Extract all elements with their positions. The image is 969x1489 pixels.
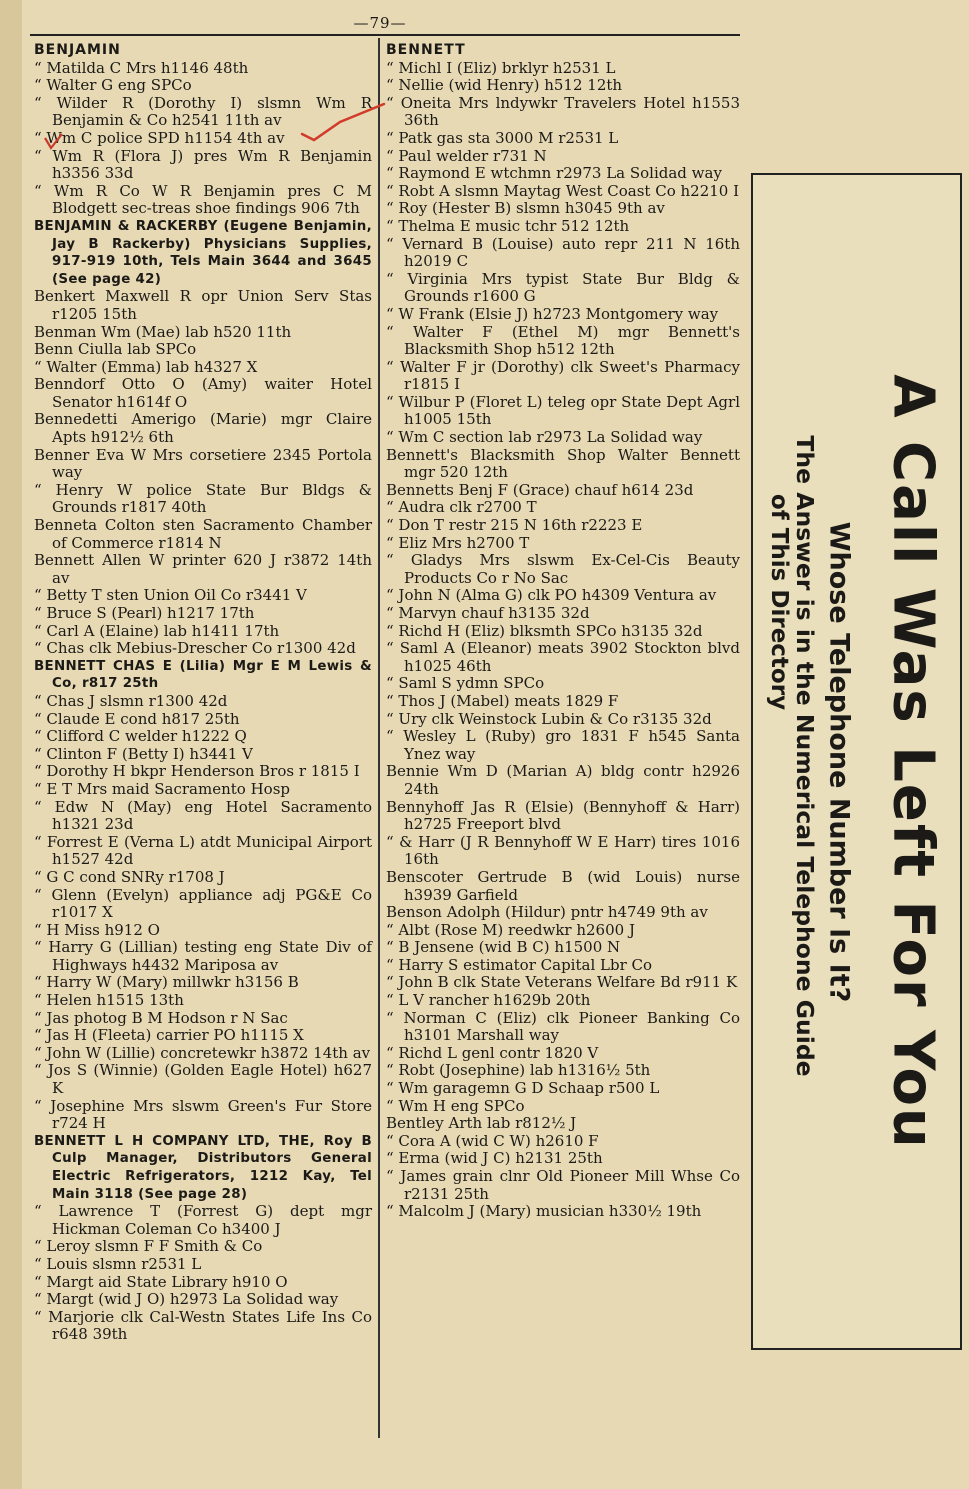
directory-entry: “ Walter F jr (Dorothy) clk Sweet's Pharmacy r1815 I [386,357,740,394]
directory-entry: “ Chas J slsmn r1300 42d [34,691,228,710]
directory-entry: “ Margt aid State Library h910 O [34,1272,288,1291]
directory-entry: Benner Eva W Mrs corsetiere 2345 Portola way [34,445,372,482]
directory-entry: “ Patk gas sta 3000 M r2531 L [386,128,619,147]
column-divider [378,38,380,1438]
directory-entry: “ Harry S estimator Capital Lbr Co [386,955,653,974]
directory-entry: “ Harry W (Mary) millwkr h3156 B [34,973,299,992]
directory-entry: Benscoter Gertrude B (wid Louis) nurse h3939 Garfield [386,867,740,904]
directory-entry: “ Dorothy H bkpr Henderson Bros r 1815 I [34,762,360,781]
directory-heading: BENJAMIN [34,42,121,58]
directory-entry: Benson Adolph (Hildur) pntr h4749 9th av [386,903,708,922]
directory-entry: “ H Miss h912 O [34,920,160,939]
directory-entry: “ Matilda C Mrs h1146 48th [34,58,249,77]
directory-entry: “ Lawrence T (Forrest G) dept mgr Hickman Coleman Co h3400 J [34,1202,372,1238]
directory-entry: “ E T Mrs maid Sacramento Hosp [34,779,290,798]
ad-answer: The Answer is in the Numerical Telephone Guide [790,434,819,1077]
directory-heading: BENNETT CHAS E (Lilia) Mgr E M Lewis & Co, r817 25th [34,658,372,692]
directory-entry: “ Betty T sten Union Oil Co r3441 V [34,586,307,605]
directory-entry: “ Louis slsmn r2531 L [34,1254,202,1273]
directory-entry: “ Erma (wid J C) h2131 25th [386,1149,603,1168]
advertisement-box [751,173,962,1350]
directory-entry: “ Saml S ydmn SPCo [386,674,545,693]
directory-entry: Bentley Arth lab r812½ J [386,1114,577,1133]
directory-entry: “ Ury clk Weinstock Lubin & Co r3135 32d [386,709,712,728]
page-binding-edge [0,0,22,1489]
directory-entry: “ Wm C police SPD h1154 4th av [34,128,285,147]
directory-entry: “ L V rancher h1629b 20th [386,991,591,1010]
directory-entry: “ Walter (Emma) lab h4327 X [34,357,258,376]
directory-entry: Benkert Maxwell R opr Union Serv Stas r1205 15th [34,287,372,323]
directory-entry: “ Cora A (wid C W) h2610 F [386,1131,599,1150]
directory-entry: “ Thos J (Mabel) meats 1829 F [386,691,619,710]
directory-entry: “ Helen h1515 13th [34,991,184,1010]
directory-entry: “ Saml A (Eleanor) meats 3902 Stockton blvd h1025 46th [386,639,740,675]
directory-entry: “ Marjorie clk Cal-Westn States Life Ins Co r648 39th [34,1307,372,1344]
directory-entry: “ W Frank (Elsie J) h2723 Montgomery way [386,304,719,323]
directory-entry: “ Eliz Mrs h2700 T [386,533,530,552]
directory-entry: “ Leroy slsmn F F Smith & Co [34,1237,263,1256]
directory-entry: “ Michl I (Eliz) brklyr h2531 L [386,58,616,77]
directory-entry: “ Jas H (Fleeta) carrier PO h1115 X [34,1026,304,1045]
directory-entry: “ Gladys Mrs slswm Ex-Cel-Cis Beauty Products Co r No Sac [386,551,740,587]
directory-entry: “ Wilder R (Dorothy I) slsmn Wm R Benjamin & Co h2541 11th av [34,93,372,130]
directory-entry: Benman Wm (Mae) lab h520 11th [34,322,292,341]
directory-entry: “ Glenn (Evelyn) appliance adj PG&E Co r1017 X [34,885,372,922]
directory-entry: “ Wm H eng SPCo [386,1096,525,1115]
directory-entry: “ Robt A slsmn Maytag West Coast Co h2210 I [386,181,740,200]
directory-entry: “ Henry W police State Bur Bldgs & Grounds r1817 40th [34,480,372,517]
directory-entry: “ Roy (Hester B) slsmn h3045 9th av [386,199,665,218]
directory-entry: “ Jas photog B M Hodson r N Sac [34,1008,288,1027]
directory-entry: “ Clinton F (Betty I) h3441 V [34,744,253,763]
directory-entry: “ Edw N (May) eng Hotel Sacramento h1321 23d [34,797,372,834]
directory-entry: Bennie Wm D (Marian A) bldg contr h2926 24th [386,762,740,798]
directory-entry: Bennetts Benj F (Grace) chauf h614 23d [386,480,694,499]
directory-entry: “ B Jensene (wid B C) h1500 N [386,938,621,957]
directory-entry: “ Oneita Mrs lndywkr Travelers Hotel h1553 36th [386,93,740,130]
ad-answer-continued: of This Directory [765,493,792,710]
header-rule [30,34,740,36]
directory-heading: BENJAMIN & RACKERBY (Eugene Benjamin, Jay B Rackerby) Physicians Supplies, 917-919 10th, Tels Main 3644 and 3645 (See page 42) [34,218,372,287]
directory-entry: “ John B clk State Veterans Welfare Bd r911 K [386,973,738,992]
directory-entry: “ Wm C section lab r2973 La Solidad way [386,428,703,447]
directory-entry: Benndorf Otto O (Amy) waiter Hotel Senator h1614f O [34,375,372,411]
directory-entry: Bennyhoff Jas R (Elsie) (Bennyhoff & Harr) h2725 Freeport blvd [386,797,740,834]
page-number: —79— [353,14,407,32]
directory-entry: “ Claude E cond h817 25th [34,709,240,728]
directory-entry: “ Walter G eng SPCo [34,76,192,95]
directory-entry: “ G C cond SNRy r1708 J [34,867,225,886]
directory-entry: Benneta Colton sten Sacramento Chamber of Commerce r1814 N [34,516,372,552]
directory-entry: “ Bruce S (Pearl) h1217 17th [34,604,255,622]
directory-entry: “ Josephine Mrs slswm Green's Fur Store r724 H [34,1096,372,1133]
directory-entry: “ Audra clk r2700 T [386,498,537,517]
directory-column-left [32,42,372,1344]
directory-entry: “ Margt (wid J O) h2973 La Solidad way [34,1290,339,1309]
directory-entry: “ Wm garagemn G D Schaap r500 L [386,1079,660,1098]
directory-column-middle [384,42,740,1221]
directory-entry: “ Robt (Josephine) lab h1316½ 5th [386,1061,651,1080]
directory-entry: “ Wm R Co W R Benjamin pres C M Blodgett sec-treas shoe findings 906 7th [34,181,372,218]
directory-heading: BENNETT L H COMPANY LTD, THE, Roy B Culp Manager, Distributors General Electric Refrigerators, 1212 Kay, Tel Main 3118 (See page 28) [34,1133,372,1202]
directory-entry: “ Don T restr 215 N 16th r2223 E [386,516,643,535]
ad-headline: A Call Was Left For You [880,373,945,1150]
directory-entry: Bennedetti Amerigo (Marie) mgr Claire Apts h912½ 6th [34,410,372,447]
directory-entry: “ Vernard B (Louise) auto repr 211 N 16th h2019 C [386,234,740,271]
directory-entry: “ Forrest E (Verna L) atdt Municipal Airport h1527 42d [34,832,372,869]
directory-entry: “ Jos S (Winnie) (Golden Eagle Hotel) h627 K [34,1061,372,1098]
pencil-check-mark [300,100,390,150]
directory-entry: “ John W (Lillie) concretewkr h3872 14th av [34,1043,371,1062]
directory-entry: “ Wm R (Flora J) pres Wm R Benjamin h3356 33d [34,146,372,183]
pencil-tick-mark [42,132,66,158]
directory-entry: “ Albt (Rose M) reedwkr h2600 J [386,920,635,939]
directory-entry: “ James grain clnr Old Pioneer Mill Whse Co r2131 25th [386,1167,740,1203]
directory-entry: “ Nellie (wid Henry) h512 12th [386,76,623,95]
directory-entry: “ Carl A (Elaine) lab h1411 17th [34,621,280,640]
directory-entry: “ Virginia Mrs typist State Bur Bldg & Grounds r1600 G [386,269,740,306]
directory-entry: Bennett Allen W printer 620 J r3872 14th av [34,551,372,587]
ad-question: Whose Telephone Number Is It? [823,521,854,1002]
directory-entry: “ Harry G (Lillian) testing eng State Div of Highways h4432 Mariposa av [34,938,372,974]
directory-entry: “ John N (Alma G) clk PO h4309 Ventura av [386,586,717,605]
directory-entry: “ & Harr (J R Bennyhoff W E Harr) tires 1016 16th [386,832,740,869]
directory-entry: “ Malcolm J (Mary) musician h330½ 19th [386,1202,702,1221]
directory-entry: “ Clifford C welder h1222 Q [34,727,247,746]
directory-entry: “ Norman C (Eliz) clk Pioneer Banking Co h3101 Marshall way [386,1008,740,1045]
directory-entry: “ Wilbur P (Floret L) teleg opr State Dept Agrl h1005 15th [386,392,740,429]
directory-entry: “ Walter F (Ethel M) mgr Bennett's Blacksmith Shop h512 12th [386,322,740,359]
directory-entry: “ Thelma E music tchr 512 12th [386,216,630,235]
directory-entry: Benn Ciulla lab SPCo [34,340,197,359]
directory-entry: “ Richd H (Eliz) blksmth SPCo h3135 32d [386,621,703,640]
directory-entry: “ Raymond E wtchmn r2973 La Solidad way [386,164,722,183]
directory-entry: “ Paul welder r731 N [386,146,547,165]
directory-entry: “ Richd L genl contr 1820 V [386,1043,599,1062]
directory-entry: “ Marvyn chauf h3135 32d [386,604,590,622]
directory-entry: Bennett's Blacksmith Shop Walter Bennett mgr 520 12th [386,445,740,482]
directory-entry: “ Wesley L (Ruby) gro 1831 F h545 Santa Ynez way [386,727,740,763]
directory-entry: “ Chas clk Mebius-Drescher Co r1300 42d [34,639,356,658]
directory-heading: BENNETT [386,42,466,58]
